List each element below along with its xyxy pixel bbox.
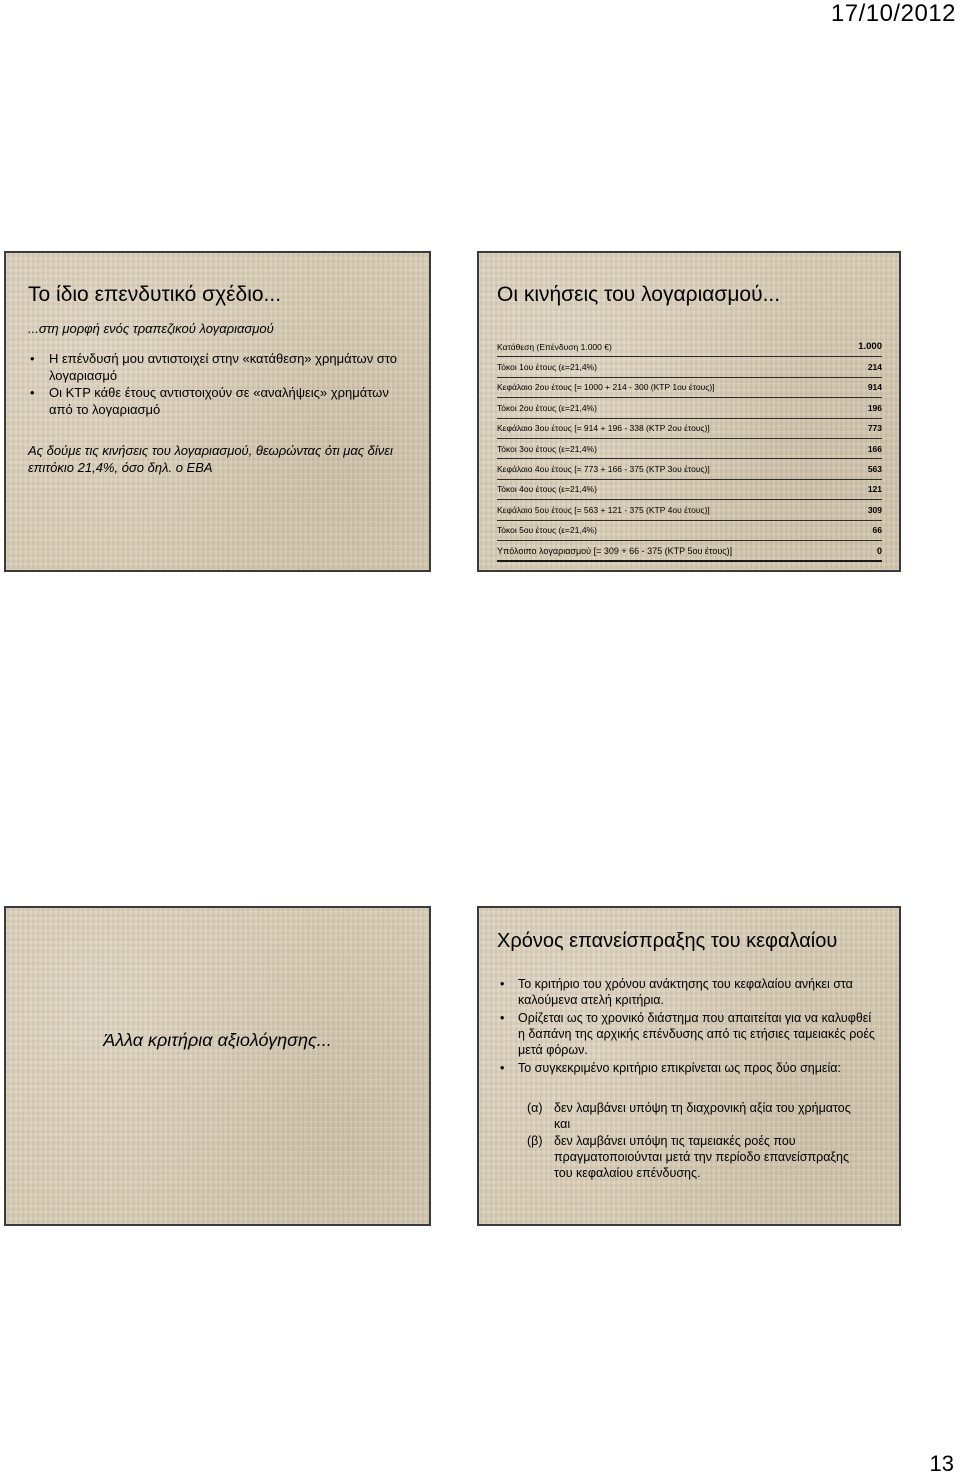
row-amount: 166 [847,438,882,458]
row-amount: 914 [847,377,882,397]
row-amount: 309 [847,500,882,520]
row-amount: 66 [847,520,882,540]
table-row [497,459,882,479]
criticism-item [527,1100,857,1132]
table-row [497,337,882,357]
row-label: Τόκοι 2ου έτους (ε=21,4%) [497,398,847,418]
row-label: Κεφάλαιο 4ου έτους [= 773 + 166 - 375 (ΚΤΡ 3ου έτους)] [497,459,847,479]
row-amount: 1.000 [847,337,882,357]
page-number: 13 [929,1451,954,1476]
row-label: Κεφάλαιο 3ου έτους [= 914 + 196 - 338 (ΚΤΡ 2ου έτους)] [497,418,847,438]
table-row [497,500,882,520]
row-label: Τόκοι 3ου έτους (ε=21,4%) [497,438,847,458]
slide-account-movements [477,251,901,572]
criticism-item [527,1133,857,1181]
header-date: 17/10/2012 [830,0,956,27]
row-amount: 196 [847,398,882,418]
slide-title: Το ίδιο επενδυτικό σχέδιο... [28,283,282,306]
table-row [497,540,882,561]
slide-note: Ας δούμε τις κινήσεις του λογαριασμού, θεωρώντας ότι μας δίνει επιτόκιο 21,4%, όσο δηλ. ο ΕΒΑ [28,443,393,475]
row-label: Υπόλοιπο λογαριασμού [= 309 + 66 - 375 (ΚΤΡ 5ου έτους)] [497,540,847,561]
slide-investment-plan [4,251,431,572]
bullet-item: • Το συγκεκριμένο κριτήριο επικρίνεται ως προς δύο σημεία: [497,1060,877,1076]
row-label: Κατάθεση (Επένδυση 1.000 €) [497,337,847,357]
table-row [497,418,882,438]
table-row [497,438,882,458]
item-text: δεν λαμβάνει υπόψη τις ταμειακές ροές που πραγματοποιούνται μετά την περίοδο επανείσπραξης του κεφαλαίου επένδυσης. [554,1134,849,1180]
slide-heading: Άλλα κριτήρια αξιολόγησης... [103,1030,332,1050]
table-row [497,520,882,540]
table-row [497,398,882,418]
bullet-item: • Ορίζεται ως το χρονικό διάστημα που απαιτείται για να καλυφθεί η δαπάνη της αρχικής επένδυσης από τις ετήσιες ταμειακές ροές μετά φόρων. [497,1010,877,1058]
row-label: Κεφάλαιο 2ου έτους [= 1000 + 214 - 300 (ΚΤΡ 1ου έτους)] [497,377,847,397]
slide-subtitle: ...στη μορφή ενός τραπεζικού λογαριασμού [28,321,274,336]
row-amount: 563 [847,459,882,479]
slide-title: Οι κινήσεις του λογαριασμού... [497,283,781,306]
item-marker: (α) [527,1101,543,1115]
slide-payback-period [477,906,901,1226]
bullet-list [497,976,877,1078]
bullet-list [28,350,408,418]
criticism-list [527,1100,857,1182]
row-label: Κεφάλαιο 5ου έτους [= 563 + 121 - 375 (ΚΤΡ 4ου έτους)] [497,500,847,520]
slide-title: Χρόνος επανείσπραξης του κεφαλαίου [497,930,838,952]
slide-other-criteria [4,906,431,1226]
table-row [497,479,882,499]
row-amount: 0 [847,540,882,561]
bullet-item: • Το κριτήριο του χρόνου ανάκτησης του κεφαλαίου ανήκει στα καλούμενα ατελή κριτήρια. [497,976,877,1008]
row-label: Τόκοι 4ου έτους (ε=21,4%) [497,479,847,499]
row-amount: 214 [847,357,882,377]
item-text: δεν λαμβάνει υπόψη τη διαχρονική αξία του χρήματος και [554,1101,851,1131]
bullet-item: • Η επένδυσή μου αντιστοιχεί στην «κατάθεση» χρημάτων στο λογαριασμό [28,350,408,384]
table-row [497,377,882,397]
row-amount: 121 [847,479,882,499]
bullet-item: • Οι ΚΤΡ κάθε έτους αντιστοιχούν σε «αναλήψεις» χρημάτων από το λογαριασμό [28,384,408,418]
row-amount: 773 [847,418,882,438]
row-label: Τόκοι 5ου έτους (ε=21,4%) [497,520,847,540]
item-marker: (β) [527,1134,543,1148]
account-table [497,337,882,562]
row-label: Τόκοι 1ου έτους (ε=21,4%) [497,357,847,377]
table-row [497,357,882,377]
